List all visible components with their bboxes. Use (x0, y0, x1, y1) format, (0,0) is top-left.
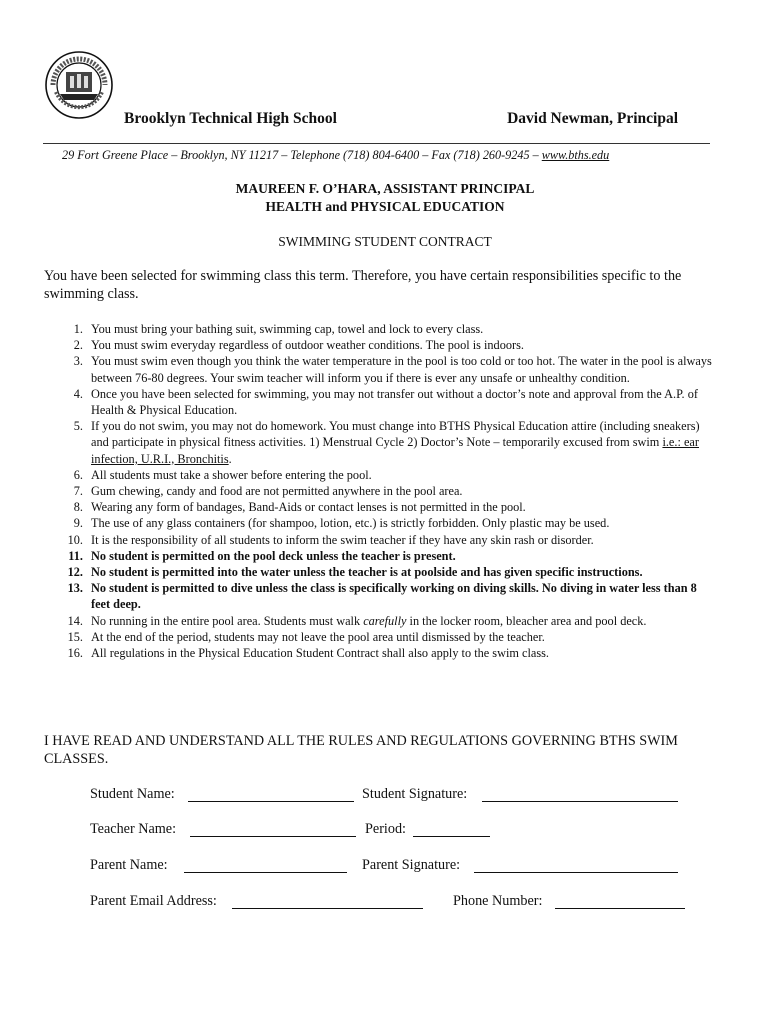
rule-text: All regulations in the Physical Education Student Contract shall also apply to the swim class. (91, 646, 549, 661)
rule-item (44, 613, 714, 629)
assistant-principal-name: MAUREEN F. O’HARA, ASSISTANT PRINCIPAL (235, 181, 535, 196)
rule-item (44, 645, 714, 661)
teacher-name-label: Teacher Name: (90, 821, 177, 837)
parent-signature-line[interactable] (474, 872, 678, 873)
period-label: Period: (365, 821, 406, 837)
department-name: HEALTH and PHYSICAL EDUCATION (265, 199, 505, 214)
rule-item (44, 499, 714, 515)
header-divider (43, 143, 710, 144)
rule-item (44, 580, 714, 612)
contract-title: SWIMMING STUDENT CONTRACT (278, 234, 492, 249)
rule-text: If you do not swim, you may not do homework. You must change into BTHS Physical Education attire (including sneakers) and participate in physical fitness activities. 1) Menstrual Cycle 2) Doctor’s Note – temporarily excused from swim (91, 419, 700, 450)
rule-text: No student is permitted on the pool deck unless the teacher is present. (91, 548, 456, 563)
school-seal-icon (44, 50, 114, 120)
phone-number-label: Phone Number: (453, 893, 543, 909)
rule-item (44, 548, 714, 564)
parent-signature-label: Parent Signature: (362, 857, 461, 873)
rule-number: 7. (73, 484, 83, 499)
rule-number: 8. (73, 500, 83, 515)
rule-number: 11. (68, 548, 83, 563)
school-name: Brooklyn Technical High School (124, 110, 337, 127)
student-signature-line[interactable] (482, 801, 678, 802)
parent-name-line[interactable] (184, 872, 347, 873)
rule-text: Wearing any form of bandages, Band-Aids or contact lenses is not permitted in the pool. (91, 500, 526, 515)
rule-item (44, 532, 714, 548)
rule-item (44, 467, 714, 483)
rule-number: 13. (67, 581, 83, 596)
period-line[interactable] (413, 836, 490, 837)
rule-text: All students must take a shower before entering the pool. (91, 467, 372, 482)
phone-number-line[interactable] (555, 908, 685, 909)
rule-item (44, 418, 714, 467)
rule-number: 4. (73, 386, 83, 401)
rule-emphasis-text: carefully (363, 613, 407, 628)
rule-number: 2. (73, 338, 83, 353)
rule-text: You must swim even though you think the water temperature in the pool is too cold or too hot. The water in the pool is always between 76-80 degrees. Your swim teacher will inform you if there is ever any unsafe or unhealthy condition. (91, 354, 712, 385)
student-name-line[interactable] (188, 801, 354, 802)
rules-list (44, 321, 714, 661)
parent-email-label: Parent Email Address: (90, 893, 217, 909)
rule-text: Once you have been selected for swimming, you may not transfer out without a doctor’s note and approval from the A.P. of Health & Physical Education. (91, 386, 698, 418)
rule-number: 12. (67, 565, 83, 580)
rule-text-end: . (228, 451, 232, 466)
rule-item (44, 353, 714, 385)
rule-text: Gum chewing, candy and food are not permitted anywhere in the pool area. (91, 484, 463, 499)
rule-text: You must swim everyday regardless of outdoor weather conditions. The pool is indoors. (91, 338, 524, 353)
rule-text: No running in the entire pool area. Students must walk (91, 613, 364, 628)
address-text: 29 Fort Greene Place – Brooklyn, NY 11217 – Telephone (718) 804-6400 – Fax (718) 260-9245 – (62, 148, 542, 162)
rule-number: 9. (73, 516, 83, 531)
rule-number: 3. (73, 354, 83, 369)
rule-item (44, 321, 714, 337)
rule-item (44, 564, 714, 580)
rule-item (44, 629, 714, 645)
rule-text: At the end of the period, students may not leave the pool area until dismissed by the teacher. (91, 629, 545, 644)
rule-number: 10. (67, 532, 83, 547)
school-address (62, 148, 609, 163)
rule-underlined-text: i.e.: ear infection, U.R.I., Bronchitis (91, 435, 699, 466)
rule-item (44, 386, 714, 418)
intro-paragraph: You have been selected for swimming class this term. Therefore, you have certain responsibilities specific to the swimming class. (44, 268, 682, 302)
acknowledgement-statement: I HAVE READ AND UNDERSTAND ALL THE RULES AND REGULATIONS GOVERNING BTHS SWIM CLASSES. (44, 733, 678, 767)
rule-number: 16. (67, 646, 83, 661)
rule-number: 15. (67, 629, 83, 644)
student-signature-label: Student Signature: (362, 786, 468, 802)
school-website-link[interactable]: www.bths.edu (541, 148, 610, 162)
rule-item (44, 337, 714, 353)
parent-name-label: Parent Name: (90, 857, 168, 873)
rule-text: No student is permitted to dive unless the class is specifically working on diving skills. No diving in water less than 8 feet deep. (91, 581, 697, 612)
teacher-name-line[interactable] (190, 836, 356, 837)
rule-number: 1. (73, 322, 83, 336)
rule-text: No student is permitted into the water unless the teacher is at poolside and has given specific instructions. (91, 565, 643, 580)
rule-number: 5. (73, 419, 83, 434)
rule-text: The use of any glass containers (for shampoo, lotion, etc.) is strictly forbidden. Only plastic may be used. (91, 516, 610, 531)
student-name-label: Student Name: (90, 786, 175, 802)
assistant-principal-block (0, 180, 770, 216)
rule-number: 6. (73, 467, 83, 482)
rule-text: It is the responsibility of all students to inform the swim teacher if they have any skin rash or disorder. (91, 532, 594, 547)
rule-text-end: in the locker room, bleacher area and pool deck. (406, 613, 647, 628)
rule-text: You must bring your bathing suit, swimming cap, towel and lock to every class. (91, 322, 484, 336)
parent-email-line[interactable] (232, 908, 423, 909)
rule-item (44, 483, 714, 499)
rule-number: 14. (67, 613, 83, 628)
rule-item (44, 515, 714, 531)
principal-name: David Newman, Principal (507, 110, 678, 127)
